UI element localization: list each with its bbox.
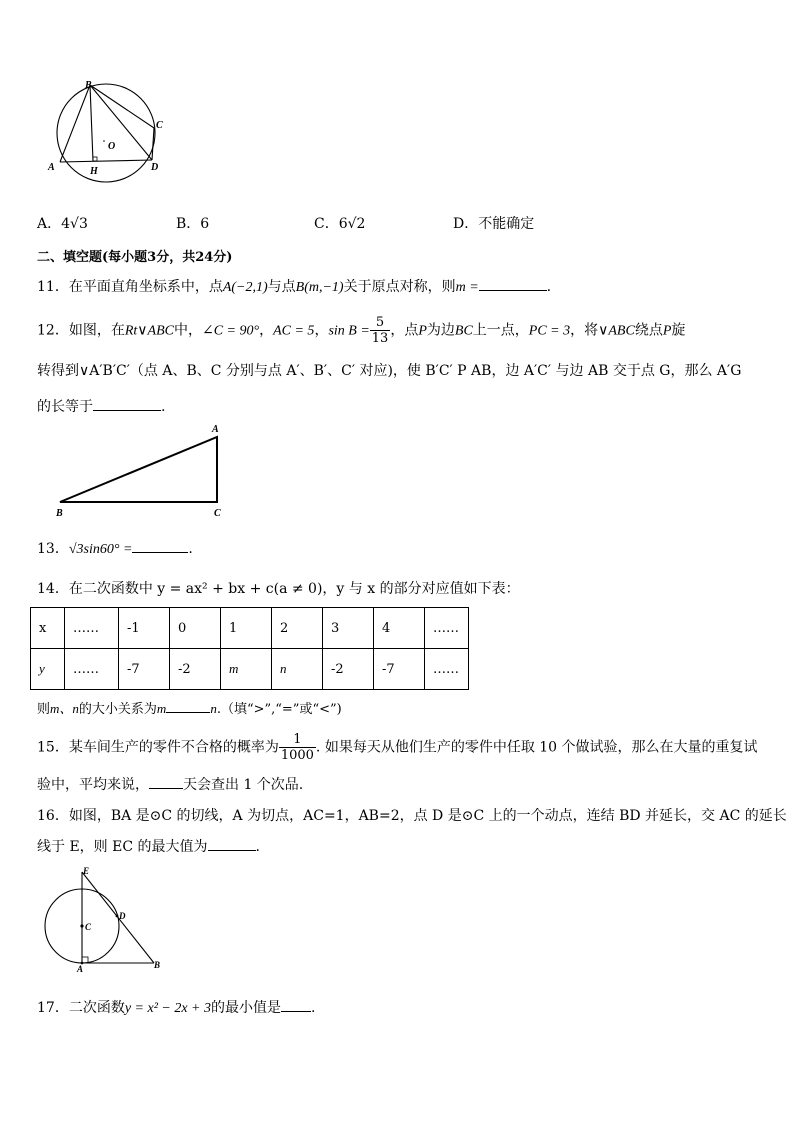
q11-mid: 与点 [267, 279, 296, 295]
question-15-line1 [37, 732, 758, 763]
table-cell: -1 [119, 608, 170, 649]
table-cell: n [272, 649, 323, 690]
q17-pre: 17．二次函数 [37, 1000, 125, 1016]
q16-line2-pre: 线于 E，则 EC 的最大值为 [37, 839, 208, 855]
q12-text: 旋 [671, 322, 686, 339]
value-table [30, 607, 469, 690]
q11-point-a: A(−2,1) [222, 280, 268, 295]
q13-expr: √3sin60° = [68, 542, 133, 557]
q14-mn: m、n [50, 701, 79, 716]
label-A: A [212, 424, 219, 435]
option-b: B．6 [176, 216, 210, 232]
figure-circle-tangent [40, 862, 170, 974]
q13-end: . [188, 541, 193, 557]
question-14-line: 14．在二次函数中 y = ax² + bx + c(a ≠ 0)，y 与 x 的部分对应值如下表： [37, 581, 520, 597]
q17-expr: y = x² − 2x + 3 [124, 1001, 212, 1016]
table-row-x [31, 608, 469, 649]
q12-sin: sin B = [328, 323, 370, 339]
q12-text: 绕点 [634, 322, 663, 339]
table-cell: …… [425, 608, 469, 649]
q15-fraction: $\frac{1}{1000}$ [280, 732, 314, 763]
q17-end: . [311, 1000, 316, 1016]
q12-ac: AC = 5 [273, 323, 315, 339]
table-cell: x [31, 608, 65, 649]
q14-text: 的大小关系为 [78, 702, 157, 717]
label-B: B [56, 508, 63, 519]
q12-text: 12．如图，在 [37, 322, 125, 339]
table-cell: 0 [170, 608, 221, 649]
q12-text: ， [314, 322, 329, 339]
table-cell: 2 [272, 608, 323, 649]
label-B: B [154, 960, 161, 970]
q12-text: 为边 [426, 322, 455, 339]
table-cell: -2 [170, 649, 221, 690]
q16-answer-blank[interactable] [208, 836, 256, 851]
q12-angle: ∠C = 90° [201, 323, 260, 339]
q12-text: ，将 [570, 322, 599, 339]
q12-triangle2: ∨ABC [598, 323, 635, 339]
q12-triangle: Rt∨ABC [124, 323, 174, 339]
q12-text: 上一点， [472, 322, 529, 339]
q16-line2-end: . [255, 839, 260, 855]
table-cell: y [31, 649, 65, 690]
option-c: C．6√2 [314, 216, 366, 232]
q15-post: . 如果每天从他们生产的零件中任取 10 个做试验，那么在大量的重复试 [315, 739, 758, 756]
q14-text: .（填“>”,“=”或“<”) [216, 702, 342, 717]
option-d: D．不能确定 [453, 216, 535, 232]
q13-answer-blank[interactable] [132, 538, 188, 553]
q11-post: 关于原点对称，则 [343, 279, 456, 295]
q14-m: m [156, 701, 167, 716]
label-D: D [119, 911, 126, 921]
q12-bc: BC [454, 323, 473, 339]
q11-var: m = [455, 280, 479, 295]
label-C: C [85, 922, 92, 932]
option-a: A．4√3 [37, 216, 88, 232]
q15-line2-post: 天会查出 1 个次品. [183, 777, 304, 793]
label-O: O [108, 141, 116, 152]
table-cell: -7 [374, 649, 425, 690]
question-12-line2: 转得到∨A′B′C′（点 A、B、C 分别与点 A′、B′、C′ 对应)，使 B′C′ P AB，边 A′C′ 与边 AB 交于点 G，那么 A′G [37, 363, 742, 379]
question-12-line1 [37, 315, 685, 346]
table-cell: 1 [221, 608, 272, 649]
q12-line3-end: . [161, 399, 166, 415]
table-row-y [31, 649, 469, 690]
q17-post: 的最小值是 [211, 1000, 282, 1016]
label-H: H [90, 166, 98, 177]
q14-n: n [210, 701, 217, 716]
q11-point-b: B(m,−1) [295, 280, 344, 295]
q14-answer-blank[interactable] [166, 698, 210, 713]
q12-fraction: $\frac{5}{13}$ [371, 315, 389, 346]
question-15-line2 [37, 774, 303, 794]
label-D: D [151, 162, 159, 173]
q12-answer-blank[interactable] [93, 396, 161, 411]
q17-answer-blank[interactable] [281, 997, 311, 1012]
question-17 [37, 997, 315, 1017]
q13-pre: 13． [37, 541, 69, 557]
question-12-line3 [37, 396, 165, 416]
section-heading: 二、填空题(每小题3分，共24分) [37, 250, 233, 265]
label-A: A [48, 162, 55, 173]
q12-text: ， [259, 322, 274, 339]
q14-text: 则 [37, 702, 51, 717]
q11-answer-blank[interactable] [479, 276, 547, 291]
table-cell: …… [65, 608, 119, 649]
figure-right-triangle [50, 420, 240, 520]
q11-pre: 11．在平面直角坐标系中，点 [37, 279, 223, 295]
question-16-line1: 16．如图，BA 是⊙C 的切线，A 为切点，AC=1，AB=2，点 D 是⊙C 上的一个动点，连结 BD 并延长，交 AC 的延长 [37, 808, 787, 824]
table-cell: 4 [374, 608, 425, 649]
figure-circle-quadrilateral [40, 78, 180, 203]
table-cell: -7 [119, 649, 170, 690]
q12-text: 中， [173, 322, 202, 339]
table-cell: …… [425, 649, 469, 690]
q12-pc: PC = 3 [528, 323, 571, 339]
q15-answer-blank[interactable] [149, 774, 183, 789]
label-C: C [214, 508, 221, 519]
label-B: B [85, 80, 92, 91]
question-11 [37, 276, 551, 296]
table-cell: -2 [323, 649, 374, 690]
question-16-line2 [37, 836, 260, 856]
question-13 [37, 538, 193, 558]
q15-pre: 15．某车间生产的零件不合格的概率为 [37, 739, 279, 756]
label-A: A [77, 964, 84, 974]
q12-text: ，点 [390, 322, 419, 339]
q11-end: . [546, 279, 552, 295]
q12-p2: P [662, 323, 672, 339]
q15-line2-pre: 验中，平均来说， [37, 777, 149, 793]
label-C: C [156, 120, 163, 131]
table-cell: 3 [323, 608, 374, 649]
table-cell: m [221, 649, 272, 690]
q12-p: P [418, 323, 427, 339]
table-cell: …… [65, 649, 119, 690]
label-E: E [83, 866, 90, 876]
q12-line3-pre: 的长等于 [37, 399, 93, 415]
question-14-after [37, 698, 342, 717]
